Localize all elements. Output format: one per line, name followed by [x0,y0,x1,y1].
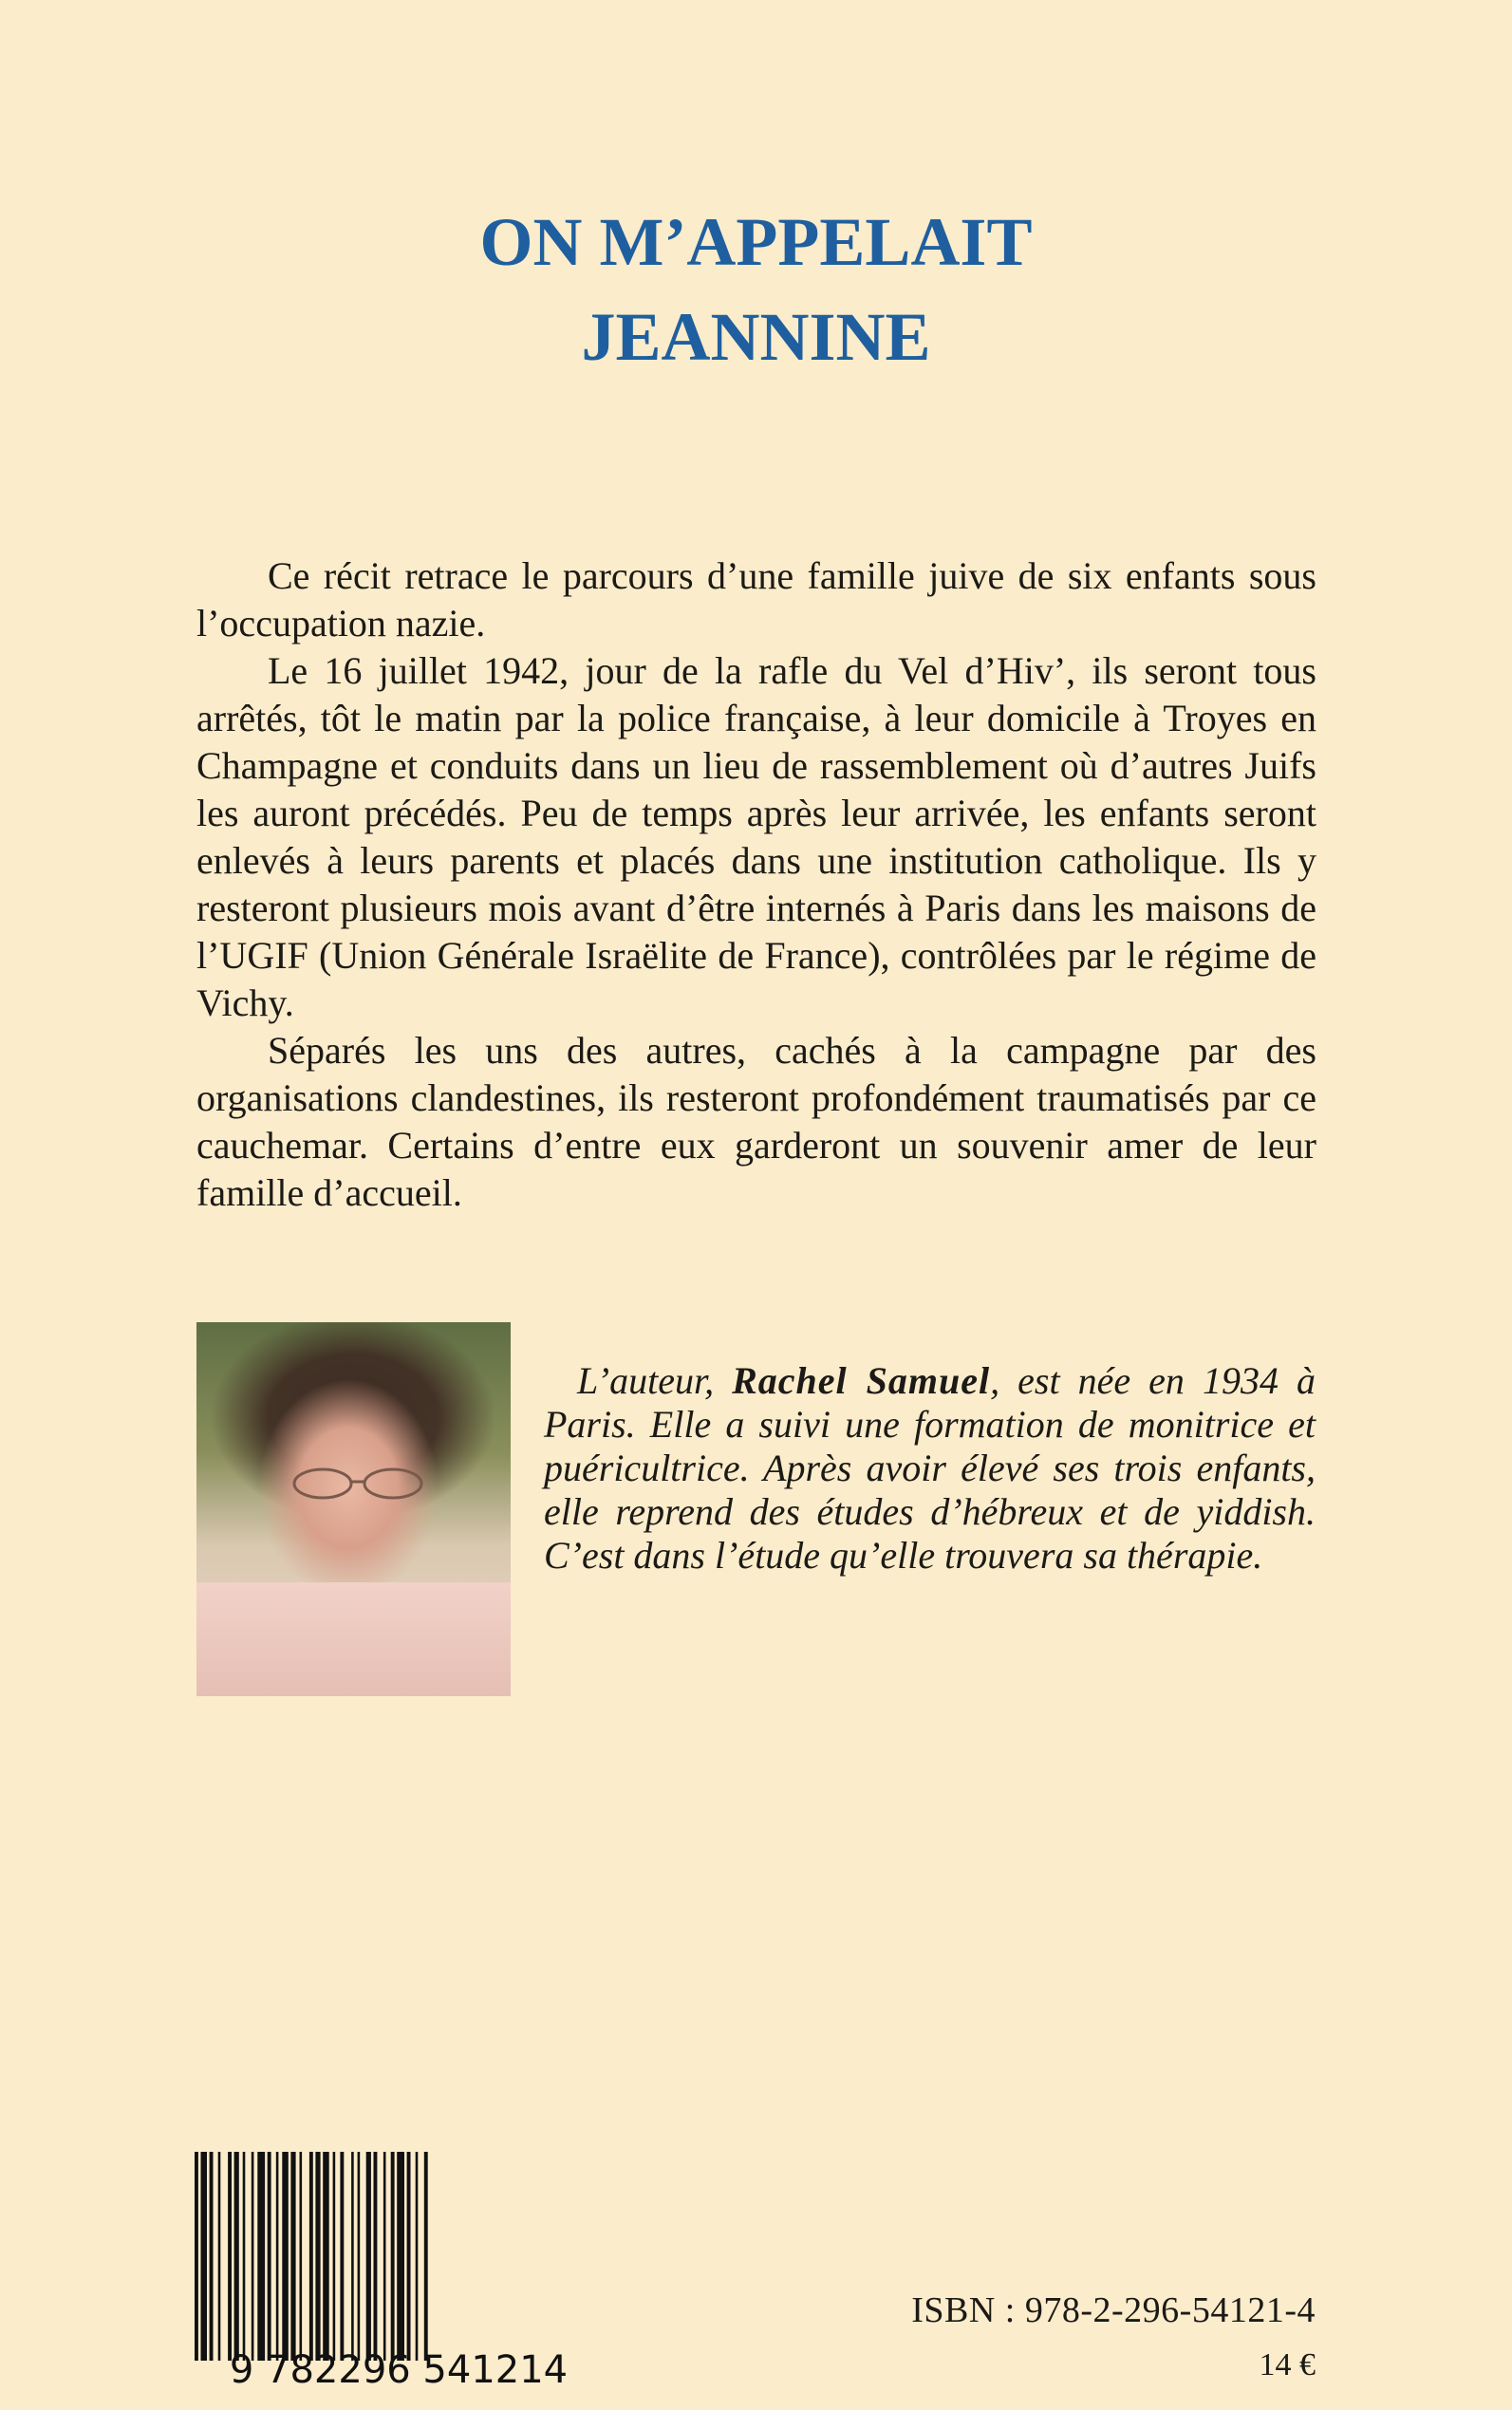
barcode-bar [340,2152,344,2361]
author-name: Rachel Samuel [732,1359,991,1402]
book-title-line-2: JEANNINE [581,299,931,375]
barcode-bar [218,2152,221,2361]
barcode-bars [195,2152,603,2361]
back-cover-summary [196,552,1316,1217]
barcode-bar [407,2152,411,2361]
barcode-bar [391,2152,395,2361]
summary-paragraph: Séparés les uns des autres, cachés à la campagne par des organisations clandestines, ils resteront profondément traumatisés par ce cauchemar. Certains d’entre eux garderont un souvenir amer de leur famille d’accueil. [196,1029,1316,1214]
barcode-bar [195,2152,198,2361]
barcode-bar [252,2152,254,2361]
barcode-bar [383,2152,386,2361]
summary-paragraph: Le 16 juillet 1942, jour de la rafle du Vel d’Hiv’, ils seront tous arrêtés, tôt le matin par la police française, à leur domicile à Troyes en Champagne et conduits dans un lieu de rassemblement où d’autres Juifs les auront précédés. Peu de temps après leur arrivée, les enfants seront enlevés à leurs parents et placés dans une institution catholique. Ils y resteront plusieurs mois avant d’être internés à Paris dans les maisons de l’UGIF (Union Générale Israëlite de France), contrôlées par le régime de Vichy. [196,649,1316,1024]
barcode-bar [210,2152,214,2361]
barcode-bar [257,2152,265,2361]
barcode-bar [300,2152,303,2361]
glasses-icon [287,1465,429,1503]
barcode-bar [234,2152,239,2361]
barcode-bar [333,2152,336,2361]
barcode-bar [282,2152,289,2361]
barcode-bar [228,2152,232,2361]
author-bio [544,1359,1316,1578]
author-photo-shirt [196,1582,511,1696]
bio-text: , est née en 1934 à Paris. Elle a suivi une formation de monitrice et puéricultrice. Après avoir élevé ses trois enfants, elle reprend des études d’hébreux et de yiddish. C’est dans l’étude qu’elle trouvera sa thérapie. [544,1359,1316,1577]
barcode-bar [323,2152,329,2361]
barcode-bar [268,2152,271,2361]
barcode-bar [276,2152,279,2361]
barcode-bar [397,2152,404,2361]
summary-paragraph: Ce récit retrace le parcours d’une famille juive de six enfants sous l’occupation nazie. [196,554,1316,645]
barcode-bar [351,2152,354,2361]
barcode-bar [366,2152,371,2361]
barcode-bar [416,2152,419,2361]
barcode-bar [290,2152,295,2361]
barcode-bar [315,2152,320,2361]
barcode-digits [0,2352,603,2390]
barcode-number: 9 782296 541214 [229,2352,569,2390]
barcode-bar [243,2152,246,2361]
bio-prefix: L’auteur, [577,1359,733,1402]
price: 14 € [1259,2347,1316,2382]
book-title-line-1: ON M’APPELAIT [479,204,1033,280]
barcode-bar [309,2152,313,2361]
isbn: ISBN : 978-2-296-54121-4 [911,2290,1316,2330]
barcode-bar [358,2152,361,2361]
barcode-bar [374,2152,378,2361]
barcode [195,2152,603,2361]
author-photo [196,1322,511,1696]
barcode-bar [201,2152,208,2361]
barcode-bar [424,2152,428,2361]
book-title [0,195,1512,384]
